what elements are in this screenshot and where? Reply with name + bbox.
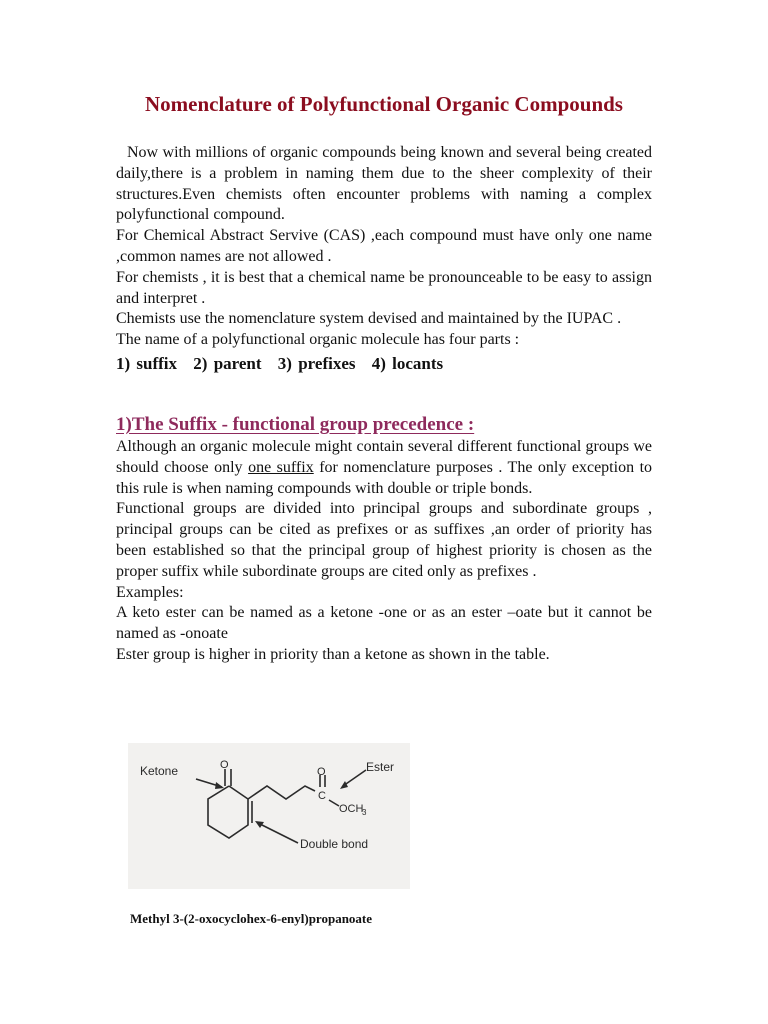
part-parent: 2) parent (193, 353, 262, 373)
intro-paragraph-2: For Chemical Abstract Servive (CAS) ,each compound must have only one name ,common names are not allowed . (116, 227, 652, 265)
section-heading-suffix: 1)The Suffix - functional group precedence : (116, 414, 475, 435)
part-locants: 4) locants (371, 353, 444, 373)
molecule-diagram (128, 743, 410, 889)
intro-paragraph-5: The name of a polyfunctional organic molecule has four parts : (116, 331, 520, 349)
four-parts-list (116, 353, 652, 375)
ester-bond-3 (329, 800, 339, 806)
suffix-p1-after: for nomenclature purposes . The only exception to this rule is when naming compounds with double or triple bonds. (116, 458, 653, 497)
intro-paragraph-1: Now with millions of organic compounds being known and several being created daily,there is a problem in naming them due to the sheer complexity of their structures.Even chemists often encounter problems with naming a complex polyfunctional compound. (116, 144, 652, 224)
suffix-paragraph-1 (116, 437, 652, 499)
ester-oxygen: O (317, 766, 326, 778)
figure-caption: Methyl 3-(2-oxocyclohex-6-enyl)propanoate (130, 911, 373, 926)
methoxy-subscript: 3 (362, 808, 367, 817)
chain-bonds (248, 786, 315, 799)
double-bond-arrow (258, 823, 298, 843)
suffix-paragraph-2: Functional groups are divided into principal groups and subordinate groups , principal groups can be cited as prefixes or as suffixes ,an order of priority has been established so that the principal group of highest priority is chosen as the proper suffix while subordinate groups are cited only as prefixes . (116, 500, 652, 580)
double-bond-label: Double bond (300, 837, 369, 851)
part-suffix: 1) suffix (116, 353, 178, 373)
suffix-p1-before: Although an organic molecule might contain several different functional groups we should choose only (116, 438, 652, 476)
intro-paragraph-4: Chemists use the nomenclature system devised and maintained by the IUPAC . (116, 310, 622, 328)
ester-arrow (343, 770, 366, 786)
document-title: Nomenclature of Polyfunctional Organic Compounds (145, 92, 623, 116)
part-prefixes: 3) prefixes (277, 353, 356, 373)
ester-arrowhead (340, 781, 348, 789)
suffix-paragraph-5: Ester group is higher in priority than a ketone as shown in the table. (116, 645, 550, 663)
ketone-label: Ketone (140, 764, 179, 778)
suffix-paragraph-4: A keto ester can be named as a ketone -one or as an ester –oate but it cannot be named as -onoate (116, 604, 652, 643)
one-suffix-underlined: one suffix (248, 458, 314, 476)
intro-section (116, 143, 652, 375)
suffix-paragraph-3: Examples: (116, 583, 184, 601)
ester-carbon: C (318, 790, 326, 802)
ring-bonds (208, 786, 248, 838)
ketone-arrowhead (215, 782, 224, 789)
structure-figure (128, 743, 410, 889)
intro-paragraph-3: For chemists , it is best that a chemical name be pronounceable to be easy to assign and interpret . (116, 268, 652, 307)
methoxy-group: OCH (339, 803, 364, 815)
ketone-oxygen: O (220, 759, 229, 771)
suffix-section (116, 437, 652, 666)
ester-label: Ester (366, 760, 395, 774)
